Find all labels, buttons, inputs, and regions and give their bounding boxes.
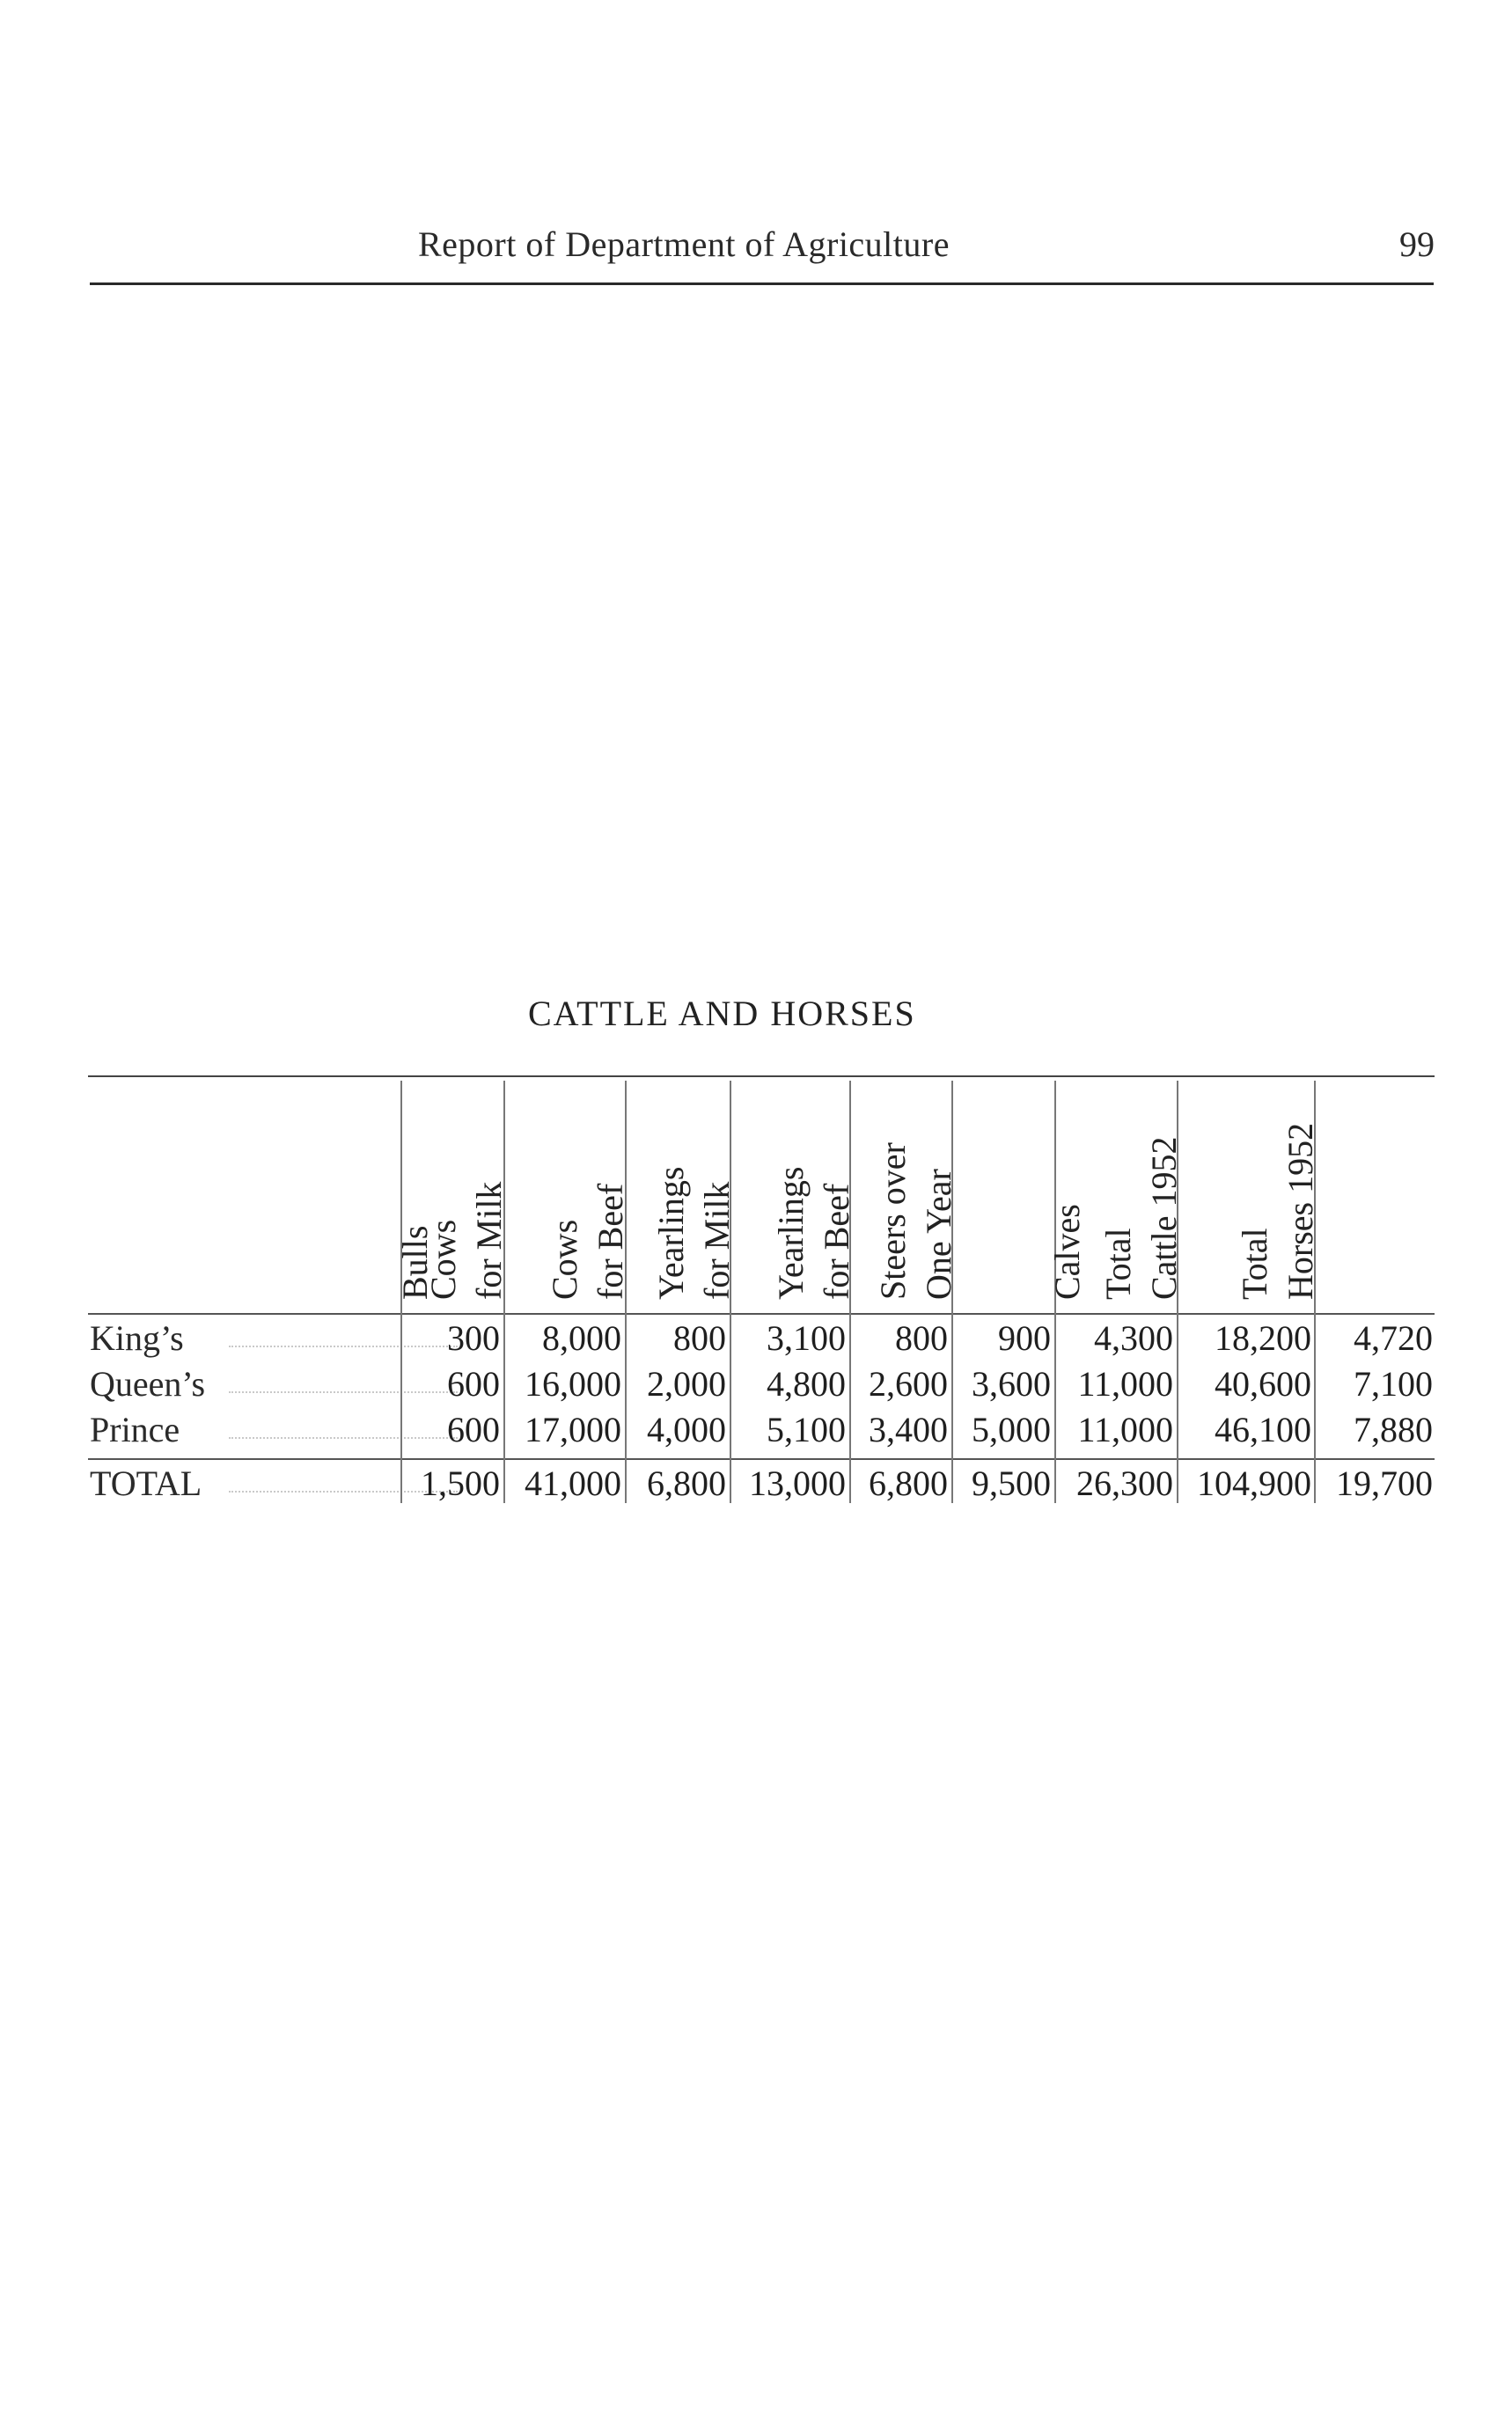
column-header-line: Total xyxy=(1235,1228,1274,1300)
table-cell: 1,500 xyxy=(421,1463,500,1503)
running-title: Report of Department of Agriculture xyxy=(418,224,950,264)
cattle-horses-table xyxy=(88,1075,1435,1502)
table-cell: 6,800 xyxy=(647,1463,726,1503)
column-header-line: Cows xyxy=(545,1219,584,1300)
table-cell: 19,700 xyxy=(1336,1463,1433,1503)
column-header-line: Yearlings xyxy=(771,1166,811,1300)
table-cell: 6,800 xyxy=(869,1463,948,1503)
table-header-rule xyxy=(88,1313,1435,1315)
table-cell: 600 xyxy=(447,1364,500,1404)
dot-leader xyxy=(229,1391,458,1393)
total-row xyxy=(88,1463,1435,1508)
column-header-line: Steers over xyxy=(873,1142,913,1300)
table-cell: 41,000 xyxy=(525,1463,621,1503)
table-row xyxy=(88,1363,1435,1409)
table-cell: 4,720 xyxy=(1354,1318,1433,1358)
table-cell: 3,100 xyxy=(767,1318,846,1358)
table-cell: 26,300 xyxy=(1076,1463,1173,1503)
table-cell: 4,800 xyxy=(767,1364,846,1404)
column-header-line: Horses 1952 xyxy=(1281,1122,1320,1300)
row-label: Queen’s xyxy=(90,1364,206,1404)
table-cell: 18,200 xyxy=(1215,1318,1311,1358)
table-cell: 11,000 xyxy=(1077,1364,1173,1404)
table-cell: 3,600 xyxy=(972,1364,1051,1404)
table-cell: 3,400 xyxy=(869,1410,948,1449)
table-cell: 5,100 xyxy=(767,1410,846,1449)
page-number: 99 xyxy=(1399,224,1435,264)
table-cell: 40,600 xyxy=(1215,1364,1311,1404)
table-cell: 13,000 xyxy=(749,1463,846,1503)
row-label: Prince xyxy=(90,1410,180,1449)
table-cell: 11,000 xyxy=(1077,1410,1173,1449)
column-header-line: One Year xyxy=(919,1169,958,1300)
column-header-line: for Milk xyxy=(697,1181,737,1300)
table-row xyxy=(88,1317,1435,1363)
table-cell: 2,000 xyxy=(647,1364,726,1404)
column-header-line: Yearlings xyxy=(651,1166,691,1300)
column-header-line: for Beef xyxy=(817,1183,856,1300)
table-cell: 600 xyxy=(447,1410,500,1449)
column-header-line: Calves xyxy=(1047,1204,1087,1300)
row-label: King’s xyxy=(90,1318,184,1358)
table-cell: 4,300 xyxy=(1094,1318,1173,1358)
header-rule xyxy=(90,282,1434,285)
table-cell: 9,500 xyxy=(972,1463,1051,1503)
table-cell: 46,100 xyxy=(1215,1410,1311,1449)
table-cell: 2,600 xyxy=(869,1364,948,1404)
running-head xyxy=(88,224,1435,268)
column-header-line: Cows xyxy=(423,1219,463,1300)
table-cell: 5,000 xyxy=(972,1410,1051,1449)
table-cell: 4,000 xyxy=(647,1410,726,1449)
table-cell: 900 xyxy=(998,1318,1051,1358)
column-header-line: Total xyxy=(1098,1228,1138,1300)
table-total-rule xyxy=(88,1458,1435,1460)
column-header-line: Cattle 1952 xyxy=(1144,1136,1184,1300)
table-title: CATTLE AND HORSES xyxy=(528,994,916,1033)
dot-leader xyxy=(229,1346,458,1347)
dot-leader xyxy=(229,1437,458,1439)
table-cell: 16,000 xyxy=(525,1364,621,1404)
table-cell: 800 xyxy=(673,1318,726,1358)
table-cell: 7,100 xyxy=(1354,1364,1433,1404)
column-header-line: for Beef xyxy=(591,1183,630,1300)
table-cell: 17,000 xyxy=(525,1410,621,1449)
column-header-line: Bulls xyxy=(395,1225,435,1300)
table-top-rule xyxy=(88,1075,1435,1077)
column-header-line: for Milk xyxy=(469,1181,509,1300)
table-row xyxy=(88,1409,1435,1455)
table-cell: 104,900 xyxy=(1197,1463,1311,1503)
table-cell: 300 xyxy=(447,1318,500,1358)
table-cell: 8,000 xyxy=(542,1318,621,1358)
table-cell: 7,880 xyxy=(1354,1410,1433,1449)
row-label: TOTAL xyxy=(90,1463,202,1503)
table-cell: 800 xyxy=(895,1318,948,1358)
